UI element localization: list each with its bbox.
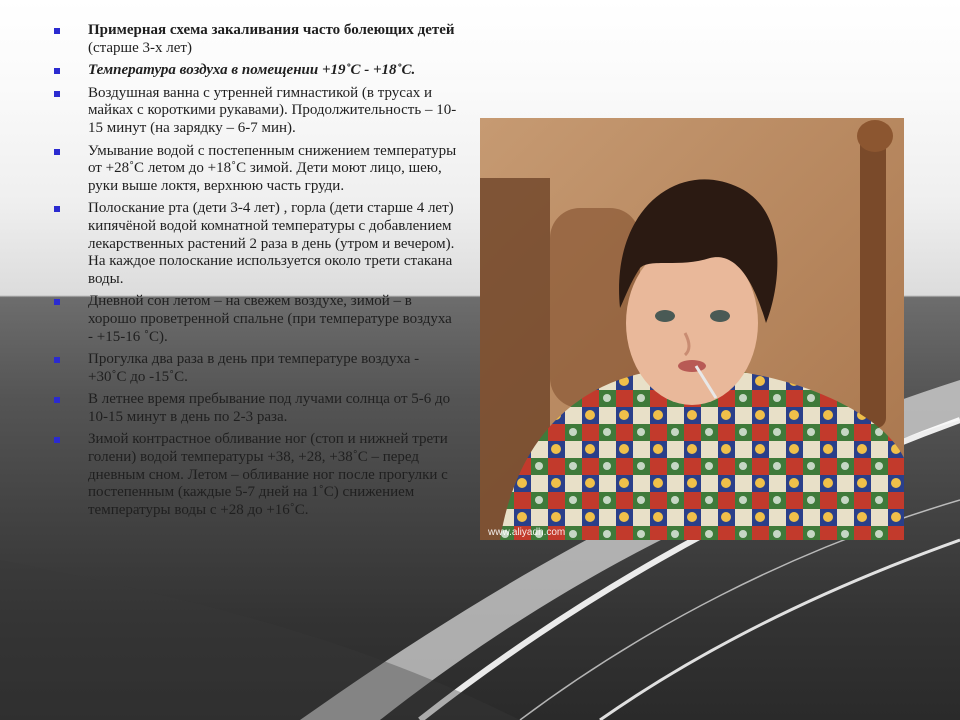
bullet-text: Примерная схема закаливания часто болеющих детей [88,22,455,38]
slide-text [48,22,458,524]
square-bullet-icon [54,437,60,443]
child-photo-illustration [480,118,904,540]
square-bullet-icon [54,91,60,97]
bullet-text: Полоскание рта (дети 3-4 лет) , горла (дети старше 4 лет) кипячёной водой комнатной температуры с добавлением лекарственных растений 2 раза в день (утром и вечером). На каждое полоскание используется около трети стакана воды. [88,200,455,287]
bullet-text: Прогулка два раза в день при температуре воздуха - +30˚С до -15˚С. [88,351,420,385]
bullet-text: Дневной сон летом – на свежем воздухе, зимой – в хорошо проветренной спальне (при температуре воздуха - +15-16 ˚С). [88,293,452,345]
bullet-item [48,391,458,426]
square-bullet-icon [54,357,60,363]
bullet-text: (старше 3-х лет) [88,39,192,56]
bullet-text: Температура воздуха в помещении +19˚С - +18˚С. [88,62,416,79]
bullet-text: В летнее время пребывание под лучами солнца от 5-6 до 10-15 минут в день по 2-3 раза. [88,391,451,425]
bullet-text: Зимой контрастное обливание ног (стоп и нижней трети голени) водой температуры +38, +28, +38˚С – перед дневным сном. Летом – обливание ног после прогулки с постепенным (каждые 5-7 дней на 1˚С) снижением температуры воды с +28 до +16˚С. [88,431,448,518]
square-bullet-icon [54,68,60,74]
bullet-item [48,200,458,288]
bullet-text: Воздушная ванна с утренней гимнастикой (в трусах и майках с короткими рукавами). Продолжительность – 10-15 минут (на зарядку – 6-7 мин). [88,84,457,136]
bullet-text: Умывание водой с постепенным снижением температуры от +28˚С летом до +18˚С зимой. Дети моют лицо, шею, руки выше локтя, верхнюю часть груди. [88,142,457,194]
bullet-list [48,22,458,519]
square-bullet-icon [54,28,60,34]
bullet-item [48,431,458,519]
bullet-item [48,293,458,346]
bullet-item [48,143,458,196]
square-bullet-icon [54,149,60,155]
photo-watermark: www.aliyadh.com [488,527,566,538]
square-bullet-icon [54,397,60,403]
bullet-item [48,22,458,57]
square-bullet-icon [54,206,60,212]
child-photo [480,118,904,540]
bullet-item [48,62,458,80]
bullet-item [48,351,458,386]
bullet-item [48,85,458,138]
square-bullet-icon [54,299,60,305]
